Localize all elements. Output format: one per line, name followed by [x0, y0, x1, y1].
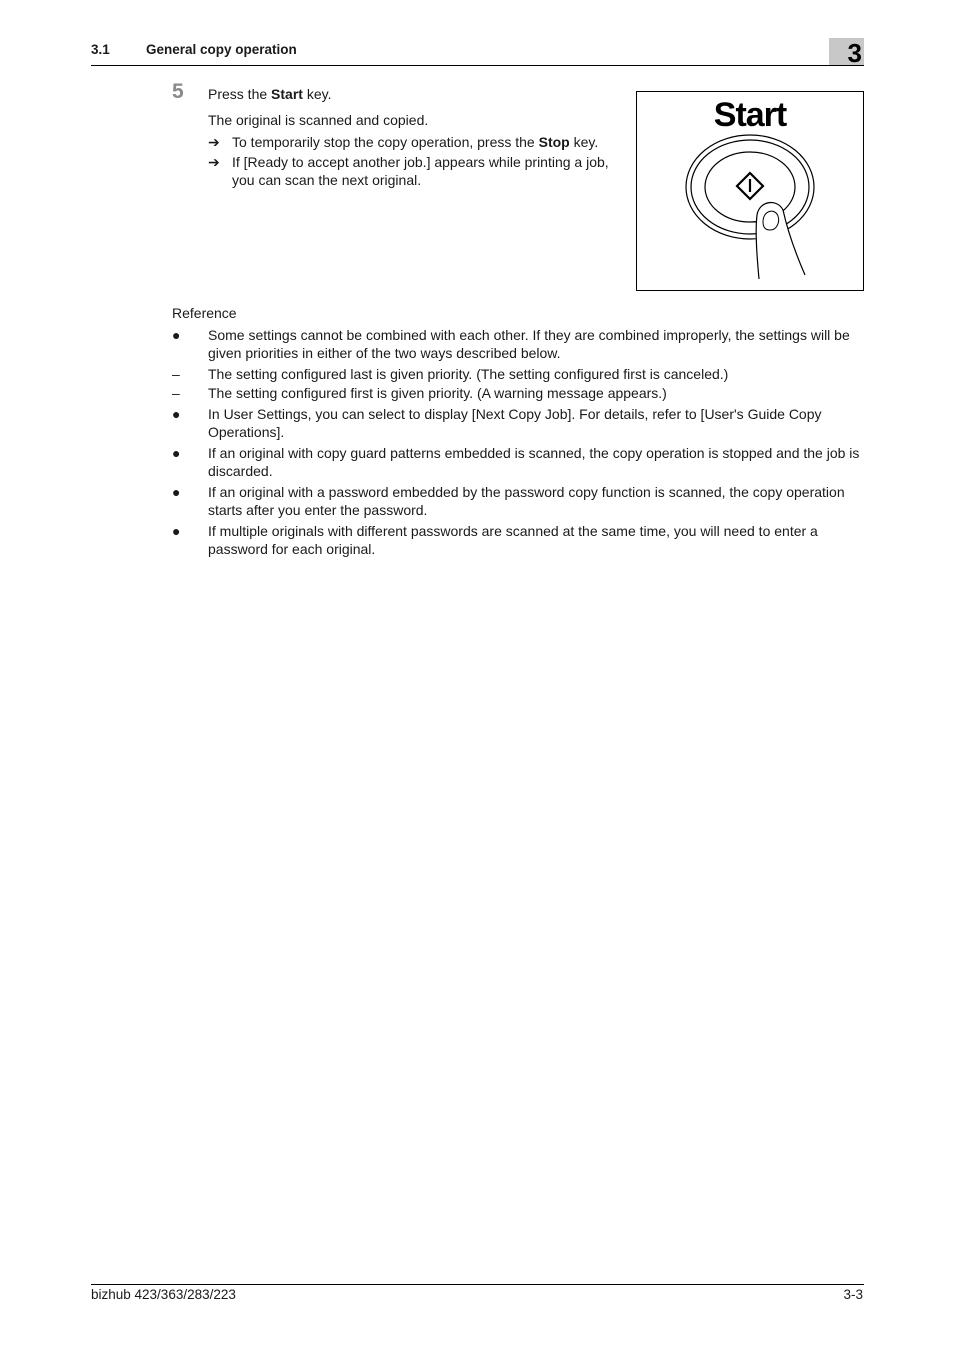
arrow-icon: ➔ [208, 154, 220, 170]
start-key-label: Start [713, 96, 787, 134]
step-result: The original is scanned and copied. [208, 112, 429, 128]
header-rule [91, 65, 864, 66]
step-note: ➔ If [Ready to accept another job.] appears while printing a job, you can scan the next original. [208, 154, 609, 188]
stop-key-name: Stop [538, 134, 570, 150]
bullet-icon: ● [172, 445, 181, 461]
arrow-icon: ➔ [208, 134, 220, 150]
list-item: ● If an original with copy guard patterns embedded is scanned, the copy operation is stopped and the job is discarded. [172, 445, 860, 479]
footer-rule [91, 1284, 864, 1285]
header-section-number: 3.1 [91, 42, 110, 57]
dash-marker: – [172, 366, 180, 382]
start-key-icon [637, 92, 863, 290]
step-instruction: Press the Start key. [208, 86, 332, 102]
start-key-name: Start [271, 86, 303, 102]
reference-list [172, 326, 864, 561]
bullet-icon: ● [172, 484, 181, 500]
bullet-icon: ● [172, 406, 181, 422]
header-section-title: General copy operation [146, 42, 297, 57]
footer-product: bizhub 423/363/283/223 [91, 1287, 236, 1302]
footer-page-number: 3-3 [843, 1287, 863, 1302]
step-note: ➔ To temporarily stop the copy operation, press the Stop key. [208, 134, 599, 150]
list-item: ● In User Settings, you can select to display [Next Copy Job]. For details, refer to [User's Guide Copy Operations]. [172, 406, 822, 440]
step-number: 5 [172, 80, 184, 103]
list-item: ● If multiple originals with different passwords are scanned at the same time, you will need to enter a password for each original. [172, 523, 818, 557]
start-key-figure [636, 91, 864, 291]
list-item: ● Some settings cannot be combined with each other. If they are combined improperly, the settings will be given priorities in either of the two ways described below. [172, 327, 850, 361]
chapter-number: 3 [847, 38, 862, 68]
list-item: – The setting configured last is given priority. (The setting configured first is canceled.) [172, 366, 729, 382]
bullet-icon: ● [172, 327, 181, 343]
reference-heading: Reference [172, 305, 237, 321]
dash-marker: – [172, 385, 180, 401]
list-item: ● If an original with a password embedded by the password copy function is scanned, the copy operation starts after you enter the password. [172, 484, 845, 518]
list-item: – The setting configured first is given priority. (A warning message appears.) [172, 385, 667, 401]
chapter-tab [829, 38, 864, 68]
bullet-icon: ● [172, 523, 181, 539]
